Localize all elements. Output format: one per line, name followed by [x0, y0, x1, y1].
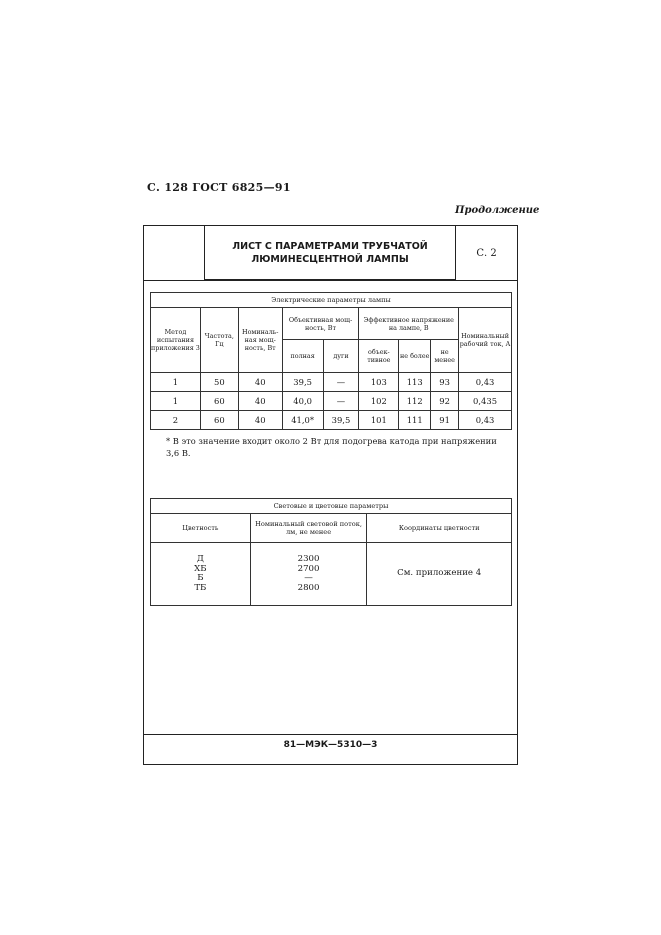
header-coords: Координаты цветности: [367, 514, 512, 543]
header-not-less: не менее: [431, 340, 459, 373]
sheet-number: С. 2: [476, 247, 497, 259]
cell-method: 1: [151, 373, 201, 392]
cell-arc: —: [323, 373, 359, 392]
footer-separator: [144, 734, 517, 735]
cell-method: 2: [151, 411, 201, 430]
cell-method: 1: [151, 392, 201, 411]
header-full: полная: [282, 340, 323, 373]
header-colour: Цветность: [151, 514, 251, 543]
cell-frequency: 50: [200, 373, 238, 392]
flux-item: 2700: [297, 563, 320, 574]
header-objective-power: Объективная мощность, Вт: [282, 308, 359, 340]
cell-frequency: 60: [200, 392, 238, 411]
title-line-2: ЛЮМИНЕСЦЕНТНОЙ ЛАМПЫ: [251, 253, 409, 265]
cell-current: 0,435: [459, 392, 512, 411]
flux-item: 2300: [297, 554, 320, 564]
colour-item: Д: [196, 554, 204, 564]
electrical-caption: Электрические параметры лампы: [151, 293, 512, 308]
title-separator: [144, 280, 517, 281]
cell-min: 91: [431, 411, 459, 430]
footer-code: 81—МЭК—5310—3: [283, 740, 378, 750]
header-not-more: не более: [399, 340, 431, 373]
cell-objective: 102: [359, 392, 399, 411]
cell-coords: См. приложение 4: [367, 543, 512, 606]
cell-fluxes: [250, 543, 367, 606]
colour-item: ХБ: [194, 563, 207, 574]
cell-full: 39,5: [282, 373, 323, 392]
header-method: Метод испытания приложения 3: [151, 308, 201, 373]
cell-max: 113: [399, 373, 431, 392]
header-nominal-power: Номинальная мощность, Вт: [238, 308, 282, 373]
flux-item: —: [304, 573, 313, 583]
table-row: [151, 411, 512, 430]
light-caption: Световые и цветовые параметры: [151, 499, 512, 514]
cell-current: 0,43: [459, 373, 512, 392]
cell-min: 93: [431, 373, 459, 392]
table-row: [151, 543, 512, 606]
colour-item: Б: [197, 573, 204, 583]
cell-full: 41,0*: [282, 411, 323, 430]
header-arc: дуги: [323, 340, 359, 373]
light-colour-parameters-table: [150, 498, 512, 606]
table-row: [151, 392, 512, 411]
footnote: * В это значение входит около 2 Вт для подогрева катода при напряжении 3,6 В.: [166, 436, 497, 458]
continuation-label: Продолжение: [455, 205, 540, 216]
cell-full: 40,0: [282, 392, 323, 411]
table-row: [151, 373, 512, 392]
cell-arc: —: [323, 392, 359, 411]
header-frequency: Частота, Гц: [200, 308, 238, 373]
header-nominal-current: Номинальный рабочий ток, А: [459, 308, 512, 373]
cell-max: 112: [399, 392, 431, 411]
colour-item: ТБ: [194, 582, 207, 593]
cell-nominal: 40: [238, 373, 282, 392]
electrical-parameters-table: [150, 292, 512, 430]
title-left-cell: [144, 226, 204, 280]
document-frame: [143, 225, 518, 765]
page-header: С. 128 ГОСТ 6825—91: [147, 181, 291, 194]
cell-objective: 101: [359, 411, 399, 430]
cell-nominal: 40: [238, 411, 282, 430]
cell-colours: [151, 543, 251, 606]
flux-item: 2800: [297, 582, 320, 593]
cell-min: 92: [431, 392, 459, 411]
title-line-1: ЛИСТ С ПАРАМЕТРАМИ ТРУБЧАТОЙ: [232, 240, 428, 252]
header-flux: Номинальный световой поток, лм, не менее: [250, 514, 367, 543]
cell-current: 0,43: [459, 411, 512, 430]
header-objective: объективное: [359, 340, 399, 373]
cell-objective: 103: [359, 373, 399, 392]
cell-nominal: 40: [238, 392, 282, 411]
cell-frequency: 60: [200, 411, 238, 430]
cell-arc: 39,5: [323, 411, 359, 430]
header-effective-voltage: Эффективное напряжение на лампе, В: [359, 308, 459, 340]
title-block: [204, 226, 456, 280]
cell-max: 111: [399, 411, 431, 430]
